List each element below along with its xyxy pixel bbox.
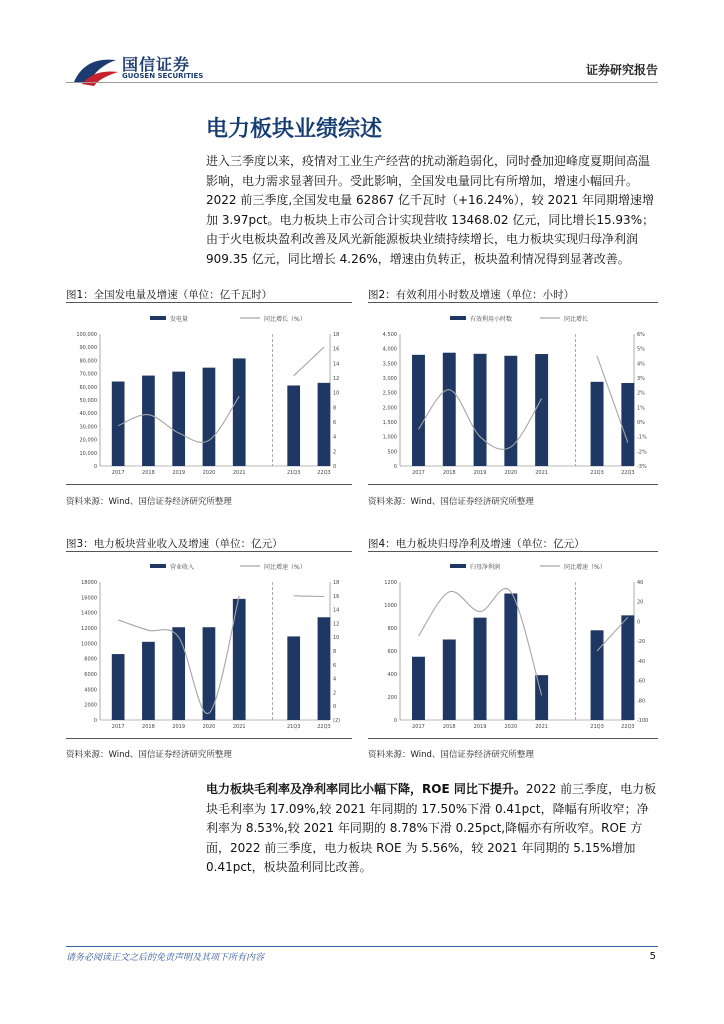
legend-bar-label: 发电量 xyxy=(170,316,189,323)
x-tick-label: 2019 xyxy=(172,724,186,730)
bar xyxy=(233,358,246,466)
y-tick-left: 4000 xyxy=(84,687,97,694)
x-tick-label: 21Q3 xyxy=(286,724,301,730)
bar xyxy=(318,383,331,466)
y-tick-right: -20 xyxy=(637,639,646,646)
figure-2-bottom-rule xyxy=(368,484,658,485)
growth-line-quarterly xyxy=(294,596,324,597)
y-tick-left: 1,500 xyxy=(382,420,397,426)
bar xyxy=(172,372,185,466)
y-tick-left: 1000 xyxy=(384,603,397,609)
y-tick-right: -1% xyxy=(637,434,647,441)
x-tick-label: 2020 xyxy=(202,724,216,730)
y-tick-left: 16000 xyxy=(81,595,97,602)
bar xyxy=(621,383,634,466)
bar xyxy=(504,594,517,721)
y-tick-left: 60,000 xyxy=(79,384,97,391)
y-tick-right: 4% xyxy=(637,361,645,368)
x-tick-label: 2017 xyxy=(111,470,125,476)
x-tick-label: 2018 xyxy=(142,724,155,730)
y-tick-left: 4,000 xyxy=(382,346,397,353)
y-tick-left: 0 xyxy=(393,464,397,470)
y-tick-left: 800 xyxy=(387,626,397,632)
x-tick-label: 2018 xyxy=(442,724,456,730)
x-tick-label: 22Q3 xyxy=(621,470,635,476)
y-tick-right: 20 xyxy=(637,599,644,606)
y-tick-right: 2 xyxy=(333,449,337,456)
logo-text-cn: 国信证券 xyxy=(122,55,191,74)
footer-disclaimer: 请务必阅读正文之后的免责声明及其项下所有内容 xyxy=(66,953,265,963)
x-tick-label: 2018 xyxy=(442,470,456,476)
x-tick-label: 21Q3 xyxy=(286,470,301,476)
y-tick-right: -3% xyxy=(637,464,647,470)
y-tick-right: 3% xyxy=(637,376,645,382)
bar xyxy=(474,354,487,466)
y-tick-right: -100 xyxy=(637,718,649,724)
chart-revenue xyxy=(66,556,356,734)
legend-bar-label: 有效利用小时数 xyxy=(470,316,513,323)
figure-4-source: 资料来源：Wind、国信证券经济研究所整理 xyxy=(368,750,534,760)
y-tick-right: 14 xyxy=(333,607,340,614)
y-tick-right: 8 xyxy=(333,405,337,412)
bar xyxy=(535,354,548,466)
bar xyxy=(535,675,548,720)
y-tick-left: 400 xyxy=(387,672,397,678)
x-tick-label: 2019 xyxy=(473,470,487,476)
bar xyxy=(287,385,300,466)
x-tick-label: 22Q3 xyxy=(317,724,331,730)
y-tick-left: 3,500 xyxy=(382,361,397,368)
figure-3-title: 图3：电力板块营业收入及增速（单位：亿元） xyxy=(66,538,283,550)
y-tick-right: -40 xyxy=(637,658,646,665)
y-tick-right: 4 xyxy=(333,434,337,441)
x-tick-label: 21Q3 xyxy=(590,724,604,730)
legend-bar-label: 营业收入 xyxy=(170,564,195,571)
logo-text-en: GUOSEN SECURITIES xyxy=(122,72,204,80)
figure-1-title: 图1：全国发电量及增速（单位：亿千瓦时） xyxy=(66,289,273,301)
y-tick-left: 2000 xyxy=(84,702,97,709)
y-tick-left: 1200 xyxy=(384,580,397,586)
legend-bar-swatch xyxy=(450,316,466,320)
legend-line-label: 同比增长 xyxy=(564,316,589,323)
x-tick-label: 2021 xyxy=(232,724,246,730)
guosen-logo-icon xyxy=(72,50,120,90)
y-tick-right: -60 xyxy=(637,678,646,685)
x-tick-label: 2021 xyxy=(535,724,548,730)
figure-2-source: 资料来源：Wind、国信证券经济研究所整理 xyxy=(368,497,534,507)
legend-bar-swatch xyxy=(450,564,466,568)
y-tick-left: 18000 xyxy=(81,580,97,586)
figure-3-rule xyxy=(66,551,352,552)
legend-line-label: 同比增速（%） xyxy=(264,564,306,571)
bar xyxy=(142,642,155,720)
y-tick-left: 40,000 xyxy=(79,411,97,418)
x-tick-label: 2021 xyxy=(535,470,548,476)
legend-bar-swatch xyxy=(150,564,166,568)
bar xyxy=(443,353,456,466)
margin-paragraph xyxy=(206,780,660,878)
margin-paragraph-body: 2022 前三季度，电力板块毛利率为 17.09%,较 2021 年同期的 17.50%下滑 0.41pct，降幅有所收窄；净利率为 8.53%,较 2021 年同期的 8.78%下滑 0.25pct,降幅亦有所收窄。ROE 方面，2022 前三季度，电力板块 ROE 为 5.56%，较 2021 年同期的 5.15%增加 0.41pct，板块盈利同比改善。 xyxy=(206,782,657,874)
y-tick-left: 8000 xyxy=(84,656,97,663)
x-tick-label: 21Q3 xyxy=(590,470,604,476)
y-tick-right: 4 xyxy=(333,676,337,683)
figure-4-rule xyxy=(368,551,658,552)
chart-power-generation xyxy=(66,308,356,480)
x-tick-label: 2017 xyxy=(111,724,125,730)
footer-divider xyxy=(66,946,658,947)
logo xyxy=(72,50,282,90)
y-tick-right: 6% xyxy=(637,332,645,338)
figure-2-rule xyxy=(368,302,658,303)
figure-3-bottom-rule xyxy=(66,738,352,739)
y-tick-right: 16 xyxy=(333,593,340,600)
y-tick-left: 14000 xyxy=(81,610,97,617)
y-tick-left: 1,000 xyxy=(382,434,397,441)
x-tick-label: 22Q3 xyxy=(317,470,331,476)
bar xyxy=(142,376,155,466)
figure-3-source: 资料来源：Wind、国信证券经济研究所整理 xyxy=(66,750,232,760)
x-tick-label: 2020 xyxy=(504,470,518,476)
y-tick-left: 3,000 xyxy=(382,376,397,382)
legend-bar-label: 归母净利润 xyxy=(470,564,501,571)
bar xyxy=(287,636,300,720)
y-tick-left: 70,000 xyxy=(79,371,97,378)
y-tick-right: (2) xyxy=(333,718,341,724)
y-tick-right: 8 xyxy=(333,649,337,655)
margin-paragraph-lead: 电力板块毛利率及净利率同比小幅下降，ROE 同比下提升。 xyxy=(206,782,526,796)
bar xyxy=(203,368,216,466)
header-divider xyxy=(66,82,658,83)
x-tick-label: 2018 xyxy=(142,470,155,476)
y-tick-right: 10 xyxy=(333,390,340,397)
x-tick-label: 2021 xyxy=(232,470,246,476)
intro-paragraph: 进入三季度以来，疫情对工业生产经营的扰动渐趋弱化，同时叠加迎峰度夏期间高温影响，电力需求显著回升。受此影响，全国发电量同比有所增加，增速小幅回升。2022 前三季度,全国发电量 62867 亿千瓦时（+16.24%），较 2021 年同期增速增加 3.97pct。电力板块上市公司合计实现营收 13468.02 亿元，同比增长15.93%；由于火电板块盈利改善及风光新能源板块业绩持续增长，电力板块实现归母净利润 909.35 亿元，同比增长 4.26%，增速由负转正，板块盈利情况得到显著改善。 xyxy=(206,154,655,266)
bar xyxy=(621,615,634,720)
bar xyxy=(412,355,425,466)
x-tick-label: 2020 xyxy=(202,470,216,476)
y-tick-right: 18 xyxy=(333,332,340,338)
y-tick-left: 100,000 xyxy=(76,332,97,338)
y-tick-left: 10,000 xyxy=(79,450,97,457)
y-tick-right: 12 xyxy=(333,621,340,628)
y-tick-left: 600 xyxy=(387,649,397,655)
bar xyxy=(504,356,517,466)
bar xyxy=(591,630,604,720)
bar xyxy=(172,627,185,720)
y-tick-right: 10 xyxy=(333,635,340,642)
bar xyxy=(412,657,425,720)
figure-4-title: 图4：电力板块归母净利及增速（单位：亿元） xyxy=(368,538,585,550)
y-tick-right: 18 xyxy=(333,580,340,586)
y-tick-left: 6000 xyxy=(84,672,97,678)
page-number: 5 xyxy=(649,951,656,962)
y-tick-right: -2% xyxy=(637,449,647,456)
y-tick-right: -80 xyxy=(637,698,646,705)
section-title: 电力板块业绩综述 xyxy=(206,117,383,142)
y-tick-left: 10000 xyxy=(81,641,97,648)
y-tick-right: 0% xyxy=(637,420,645,426)
x-tick-label: 2017 xyxy=(412,470,425,476)
y-tick-left: 20,000 xyxy=(79,437,97,444)
y-tick-left: 2,500 xyxy=(382,390,397,397)
legend-line-label: 同比增长（%） xyxy=(264,316,306,323)
report-type-label: 证券研究报告 xyxy=(585,63,658,77)
y-tick-left: 0 xyxy=(93,464,97,470)
bar xyxy=(474,618,487,720)
growth-line-quarterly xyxy=(294,347,324,376)
y-tick-left: 0 xyxy=(393,718,397,724)
y-tick-left: 90,000 xyxy=(79,345,97,352)
chart-utilization-hours xyxy=(366,308,660,480)
y-tick-left: 80,000 xyxy=(79,358,97,365)
y-tick-right: 14 xyxy=(333,361,340,368)
x-tick-label: 2020 xyxy=(504,724,518,730)
legend-bar-swatch xyxy=(150,316,166,320)
y-tick-right: 0 xyxy=(637,619,641,626)
bar xyxy=(443,640,456,721)
x-tick-label: 2019 xyxy=(172,470,186,476)
y-tick-right: 1% xyxy=(637,405,645,412)
y-tick-left: 0 xyxy=(93,718,97,724)
bar xyxy=(591,382,604,466)
x-tick-label: 2017 xyxy=(412,724,425,730)
figure-1-bottom-rule xyxy=(66,484,352,485)
y-tick-right: 16 xyxy=(333,346,340,353)
y-tick-left: 4,500 xyxy=(382,332,397,338)
y-tick-left: 200 xyxy=(387,695,397,701)
y-tick-left: 500 xyxy=(387,449,397,456)
figure-2-title: 图2：有效利用小时数及增速（单位：小时） xyxy=(368,289,575,301)
x-tick-label: 22Q3 xyxy=(621,724,635,730)
legend-line-label: 同比增速（%） xyxy=(564,564,606,571)
figure-1-source: 资料来源：Wind、国信证券经济研究所整理 xyxy=(66,497,232,507)
figure-1-rule xyxy=(66,302,352,303)
chart-net-profit xyxy=(366,556,660,734)
y-tick-right: 6 xyxy=(333,420,337,426)
y-tick-right: 40 xyxy=(637,580,644,586)
y-tick-right: 2 xyxy=(333,690,337,697)
y-tick-left: 12000 xyxy=(81,626,97,632)
y-tick-left: 50,000 xyxy=(79,398,97,404)
y-tick-left: 2,000 xyxy=(382,405,397,412)
x-tick-label: 2019 xyxy=(473,724,487,730)
y-tick-right: 2% xyxy=(637,390,645,397)
bar xyxy=(318,617,331,720)
figure-4-bottom-rule xyxy=(368,738,658,739)
y-tick-right: 6 xyxy=(333,662,337,669)
y-tick-right: 5% xyxy=(637,346,645,353)
bar xyxy=(112,654,125,720)
y-tick-left: 30,000 xyxy=(79,424,97,431)
y-tick-right: 0 xyxy=(333,704,337,711)
y-tick-right: 12 xyxy=(333,376,340,382)
y-tick-right: 0 xyxy=(333,464,337,470)
